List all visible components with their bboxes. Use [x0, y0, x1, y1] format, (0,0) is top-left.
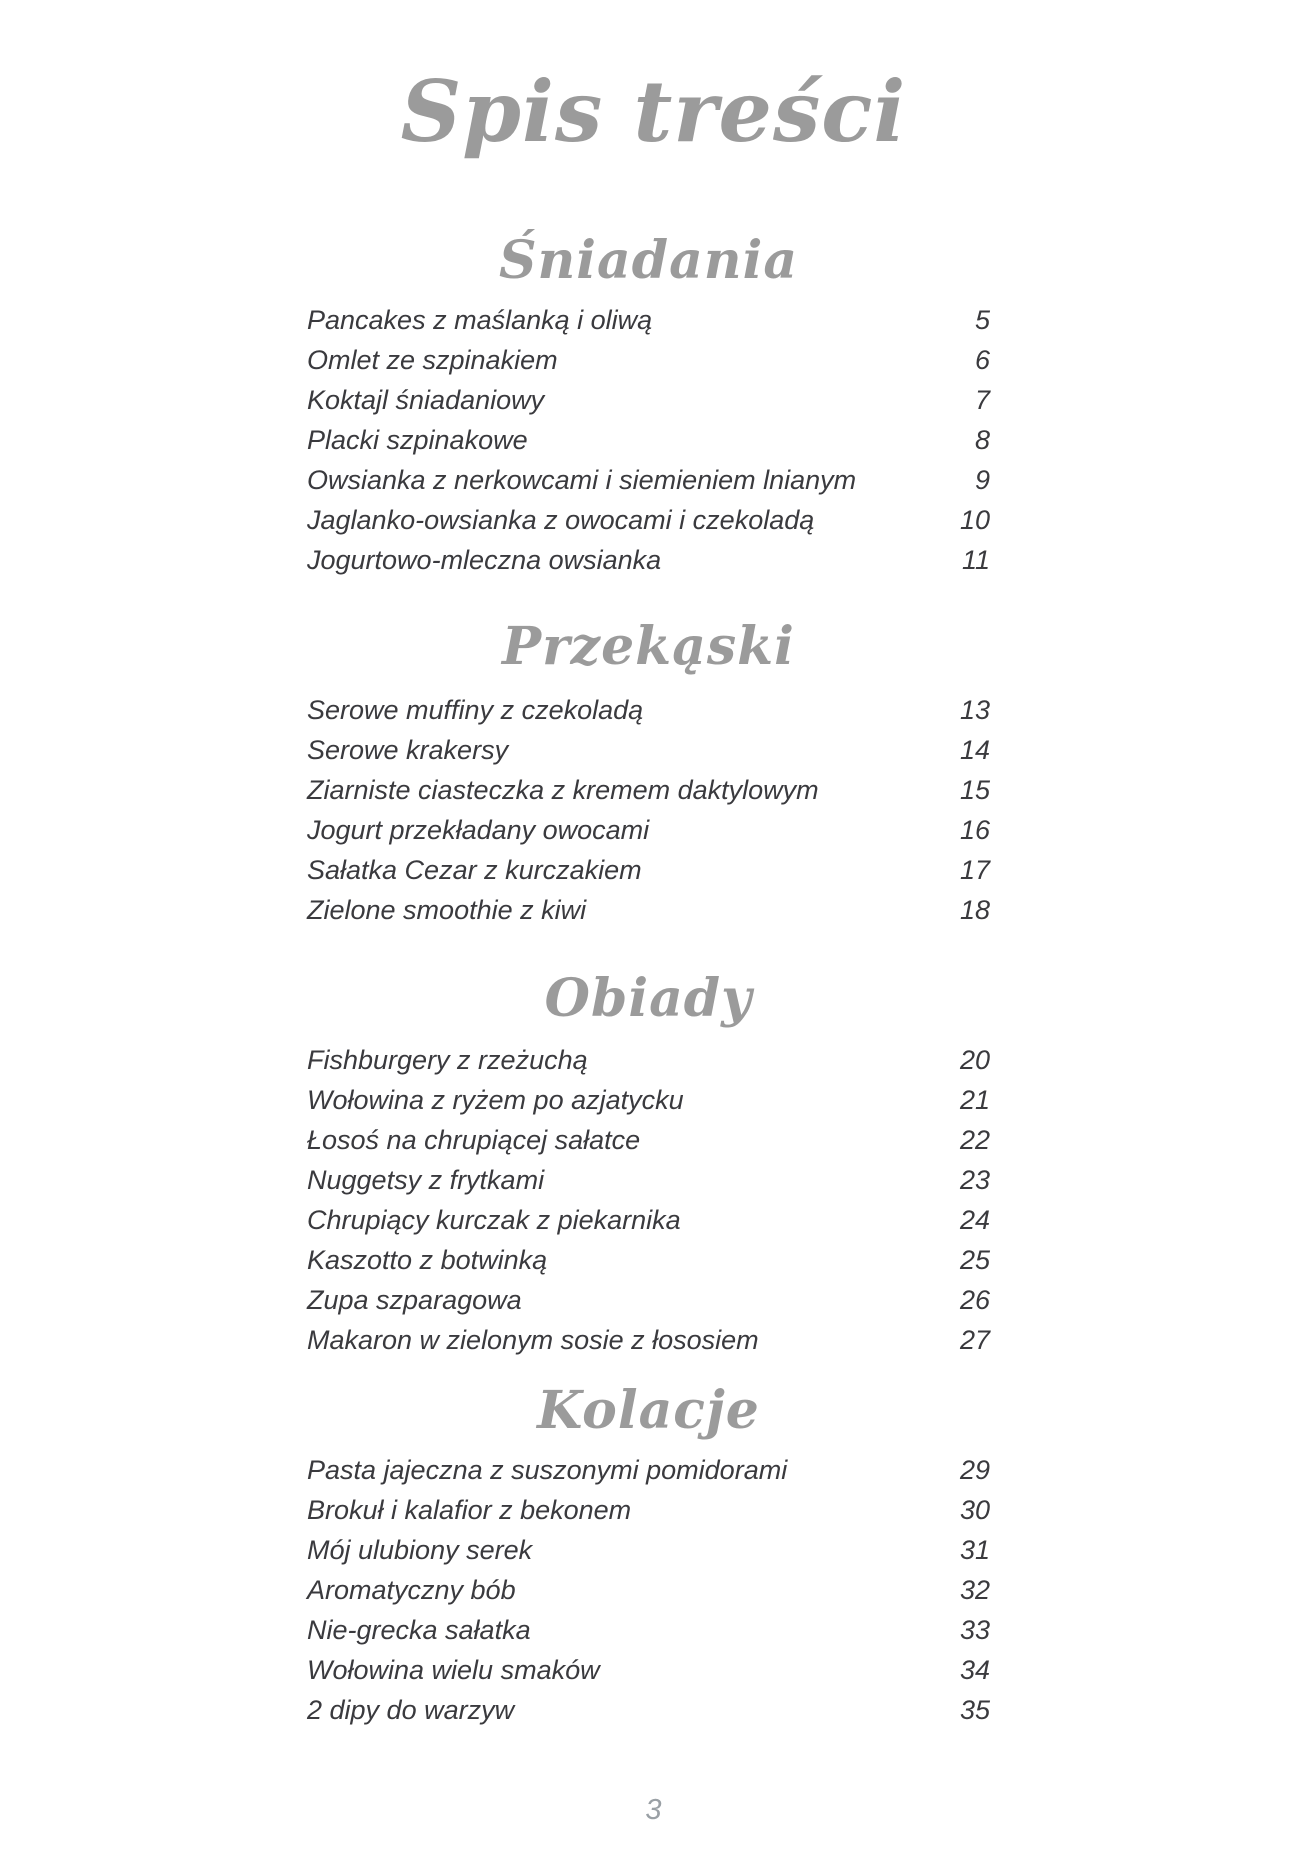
toc-item-label: Ziarniste ciasteczka z kremem daktylowym	[307, 775, 819, 805]
toc-entry-row	[307, 1080, 990, 1120]
toc-item-label: Sałatka Cezar z kurczakiem	[307, 855, 642, 885]
toc-item-label: Mój ulubiony serek	[307, 1535, 533, 1565]
toc-item-label: Jaglanko-owsianka z owocami i czekoladą	[307, 505, 815, 535]
toc-item-label: Pasta jajeczna z suszonymi pomidorami	[307, 1455, 788, 1485]
toc-item-page: 31	[959, 1535, 990, 1565]
toc-entry-row	[307, 540, 990, 580]
toc-section	[307, 222, 990, 580]
toc-item-page: 33	[959, 1615, 990, 1645]
toc-item-label: Fishburgery z rzeżuchą	[307, 1045, 588, 1075]
toc-item-page: 7	[974, 385, 990, 415]
toc-item-page: 10	[959, 505, 990, 535]
toc-entry-row	[307, 380, 990, 420]
toc-item-page: 29	[959, 1455, 990, 1485]
section-items	[307, 1040, 990, 1360]
toc-section	[307, 960, 990, 1360]
toc-entry-row	[307, 500, 990, 540]
toc-entry-row	[307, 1120, 990, 1160]
toc-entry-row	[307, 1450, 990, 1490]
toc-item-page: 21	[959, 1085, 990, 1115]
toc-entry-row	[307, 770, 990, 810]
section-items	[307, 1450, 990, 1730]
toc-entry-row	[307, 1240, 990, 1280]
toc-entry-row	[307, 1040, 990, 1080]
toc-item-label: Wołowina z ryżem po azjatycku	[307, 1085, 684, 1115]
toc-item-label: Nie-grecka sałatka	[307, 1615, 531, 1645]
section-heading: Śniadania	[498, 230, 799, 291]
toc-entry-row	[307, 890, 990, 930]
section-heading: Kolacje	[537, 1380, 760, 1441]
toc-entry-row	[307, 1650, 990, 1690]
toc	[307, 0, 990, 1730]
toc-entry-row	[307, 850, 990, 890]
toc-entry-row	[307, 1690, 990, 1730]
toc-section	[307, 608, 990, 930]
toc-item-label: Aromatyczny bób	[307, 1575, 516, 1605]
toc-item-page: 11	[961, 545, 990, 575]
section-heading: Przekąski	[502, 616, 795, 677]
toc-item-page: 15	[959, 775, 990, 805]
toc-item-label: Kaszotto z botwinką	[307, 1245, 548, 1275]
toc-item-label: Zielone smoothie z kiwi	[307, 895, 587, 925]
toc-entry-row	[307, 300, 990, 340]
toc-item-page: 25	[959, 1245, 990, 1275]
toc-item-page: 26	[959, 1285, 990, 1315]
toc-item-page: 14	[959, 735, 990, 765]
toc-item-page: 8	[974, 425, 990, 455]
toc-entry-row	[307, 1280, 990, 1320]
toc-item-label: Jogurtowo-mleczna owsianka	[307, 545, 662, 575]
toc-item-page: 9	[974, 465, 990, 495]
toc-entry-row	[307, 1570, 990, 1610]
section-items	[307, 690, 990, 930]
toc-item-page: 22	[959, 1125, 990, 1155]
page-title: Spis treści	[400, 62, 907, 161]
toc-item-label: Brokuł i kalafior z bekonem	[307, 1495, 632, 1525]
toc-entry-row	[307, 1320, 990, 1360]
footer-page-number: 3	[645, 1794, 662, 1826]
section-items	[307, 300, 990, 580]
toc-item-page: 18	[959, 895, 990, 925]
toc-item-label: Wołowina wielu smaków	[307, 1655, 600, 1685]
toc-entry-row	[307, 420, 990, 460]
toc-item-label: Nuggetsy z frytkami	[307, 1165, 545, 1195]
toc-item-label: Chrupiący kurczak z piekarnika	[307, 1205, 681, 1235]
toc-entry-row	[307, 810, 990, 850]
toc-item-page: 34	[959, 1655, 990, 1685]
toc-entry-row	[307, 340, 990, 380]
toc-item-page: 6	[974, 345, 990, 375]
toc-item-label: Serowe muffiny z czekoladą	[307, 695, 644, 725]
toc-item-label: 2 dipy do warzyw	[307, 1695, 515, 1725]
toc-entry-row	[307, 1490, 990, 1530]
toc-item-page: 16	[959, 815, 990, 845]
toc-item-page: 17	[959, 855, 990, 885]
toc-item-page: 32	[959, 1575, 990, 1605]
toc-entry-row	[307, 1200, 990, 1240]
toc-item-label: Omlet ze szpinakiem	[307, 345, 558, 375]
section-heading: Obiady	[544, 968, 753, 1029]
toc-item-page: 30	[959, 1495, 990, 1525]
toc-item-label: Łosoś na chrupiącej sałatce	[307, 1125, 641, 1155]
toc-item-label: Koktajl śniadaniowy	[307, 385, 545, 415]
toc-item-page: 13	[959, 695, 990, 725]
toc-entry-row	[307, 1160, 990, 1200]
toc-item-label: Pancakes z maślanką i oliwą	[307, 305, 653, 335]
toc-item-page: 24	[959, 1205, 990, 1235]
toc-item-page: 23	[959, 1165, 990, 1195]
toc-item-page: 20	[959, 1045, 990, 1075]
toc-item-page: 5	[974, 305, 990, 335]
toc-item-label: Makaron w zielonym sosie z łososiem	[307, 1325, 759, 1355]
toc-entry-row	[307, 460, 990, 500]
toc-item-label: Serowe krakersy	[307, 735, 509, 765]
toc-item-page: 35	[959, 1695, 990, 1725]
toc-item-label: Owsianka z nerkowcami i siemieniem lnianym	[307, 465, 857, 495]
toc-entry-row	[307, 1530, 990, 1570]
toc-item-label: Zupa szparagowa	[307, 1285, 522, 1315]
toc-item-label: Placki szpinakowe	[307, 425, 528, 455]
toc-entry-row	[307, 730, 990, 770]
toc-item-label: Jogurt przekładany owocami	[307, 815, 650, 845]
toc-item-page: 27	[959, 1325, 990, 1355]
toc-section	[307, 1372, 990, 1730]
toc-entry-row	[307, 690, 990, 730]
toc-entry-row	[307, 1610, 990, 1650]
